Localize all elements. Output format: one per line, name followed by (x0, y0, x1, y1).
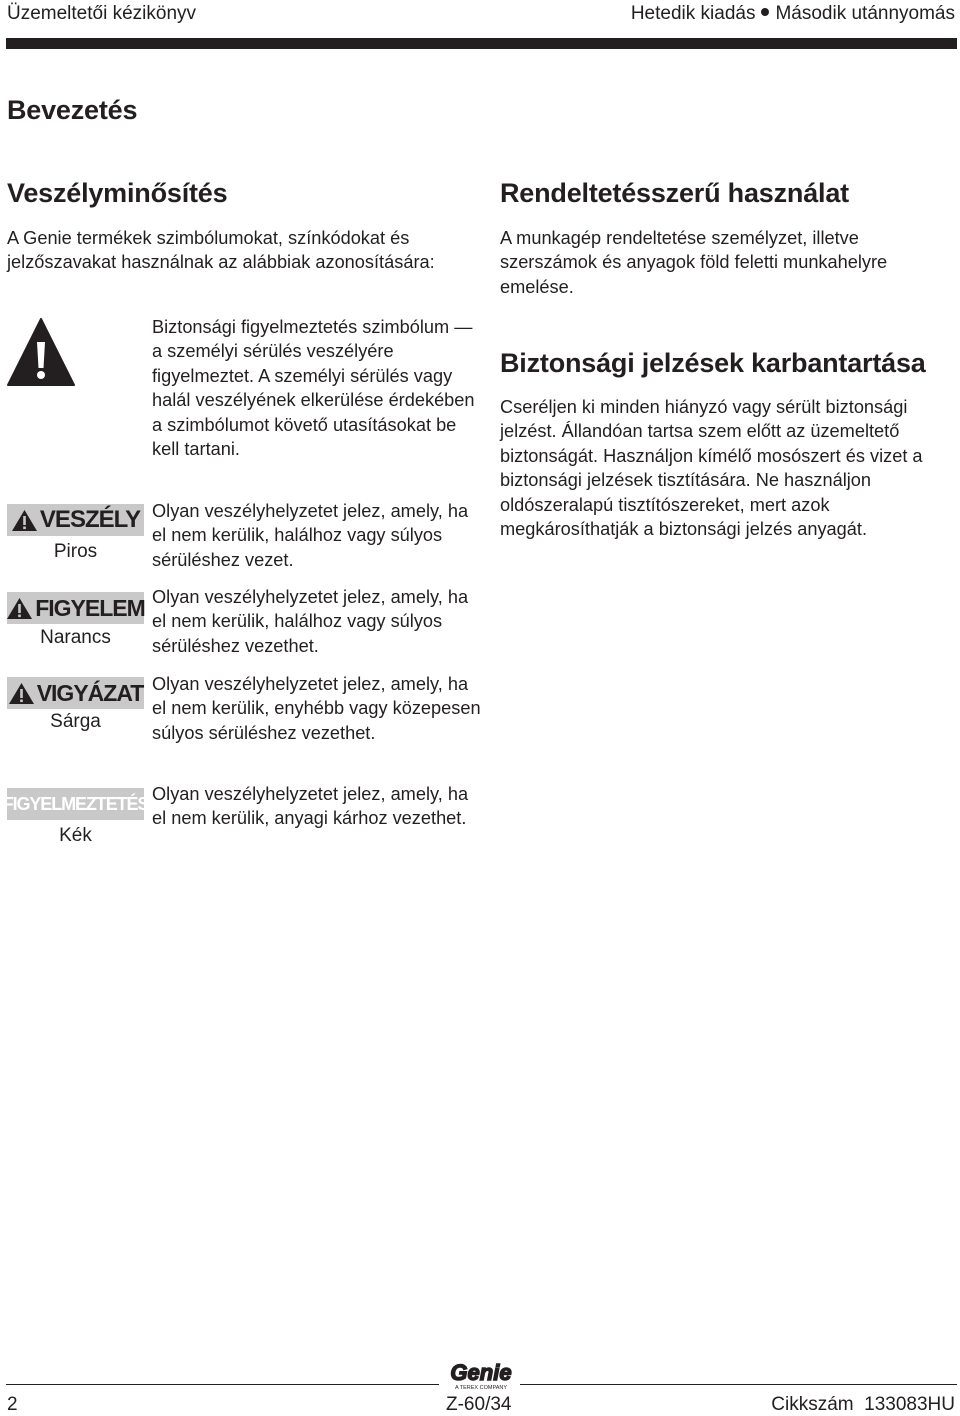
decal-care-text: Cseréljen ki minden hiányzó vagy sérült biztonsági jelzést. Állandóan tartsa szem előtt az üzemeltető biztonságát. Használjon kímélő mosószert és vizet a biztonsági jelzések tisztítására. Ne használjon oldószeralapú tisztítószereket, mert azok megkárosíthatják a biztonsági jelzés anyagát. (500, 397, 923, 540)
warning-triangle-icon (11, 509, 38, 532)
decal-care-title: Biztonsági jelzések karbantartása (500, 348, 926, 378)
reprint: Második utánnyomás (775, 3, 955, 24)
edition: Hetedik kiadás (630, 3, 756, 24)
signal-word-label: VESZÉLY (39, 506, 141, 533)
manual-title: Üzemeltetői kézikönyv (7, 3, 197, 24)
warning-triangle-icon (6, 597, 33, 620)
signal-word-label: FIGYELEM (35, 594, 145, 621)
edition-info (631, 3, 955, 25)
genie-logo (443, 1361, 519, 1391)
logo-subtext: A TEREX COMPANY (454, 1385, 508, 1391)
signal-color-name: Kék (59, 825, 92, 846)
signal-word-caution (7, 677, 144, 709)
part-label: Cikkszám (771, 1394, 854, 1415)
intended-use-text: A munkagép rendeltetése személyzet, illetve szerszámok és anyagok föld feletti munkahelyre emelése. (500, 228, 888, 297)
part-value: 133083HU (864, 1394, 955, 1415)
page-number: 2 (7, 1394, 18, 1415)
safety-alert-triangle-icon (7, 318, 75, 386)
model-number: Z-60/34 (446, 1394, 512, 1415)
signal-description: Olyan veszélyhelyzetet jelez, amely, ha el nem kerülik, enyhébb vagy közepesen súlyos sérüléshez vezethet. (152, 674, 481, 743)
signal-word-danger (7, 504, 144, 536)
hazard-intro: A Genie termékek szimbólumokat, színkódokat és jelzőszavakat használnak az alábbiak azonosítására: (7, 228, 435, 273)
intended-use-title: Rendeltetésszerű használat (500, 178, 849, 208)
signal-word-notice (2, 788, 149, 820)
logo-text: Genie (450, 1361, 512, 1385)
part-number (771, 1394, 955, 1416)
signal-description: Olyan veszélyhelyzetet jelez, amely, ha el nem kerülik, anyagi kárhoz vezethet. (152, 784, 469, 829)
signal-description: Olyan veszélyhelyzetet jelez, amely, ha el nem kerülik, halálhoz vagy súlyos sérüléshez vezethet. (152, 587, 469, 656)
bullet-icon (761, 8, 769, 16)
symbol-description: Biztonsági figyelmeztetés szimbólum — a személyi sérülés veszélyére figyelmeztet. A személyi sérülés vagy halál veszélyének elkerülése érdekében a szimbólumot követő utasításokat be kell tartani. (152, 317, 475, 460)
footer-rule (6, 1384, 439, 1385)
page-title: Bevezetés (7, 95, 138, 125)
signal-word-label: FIGYELMEZTETÉS (2, 793, 149, 814)
header-rule (6, 38, 957, 49)
signal-description: Olyan veszélyhelyzetet jelez, amely, ha el nem kerülik, halálhoz vagy súlyos sérüléshez vezet. (152, 501, 469, 570)
signal-word-label: VIGYÁZAT (36, 679, 144, 706)
hazard-title: Veszélyminősítés (7, 178, 228, 208)
signal-word-warning (7, 592, 144, 624)
signal-color-name: Narancs (40, 627, 111, 648)
footer-rule (520, 1384, 957, 1385)
warning-triangle-icon (8, 682, 35, 705)
signal-color-name: Sárga (50, 711, 101, 732)
signal-color-name: Piros (53, 541, 98, 562)
